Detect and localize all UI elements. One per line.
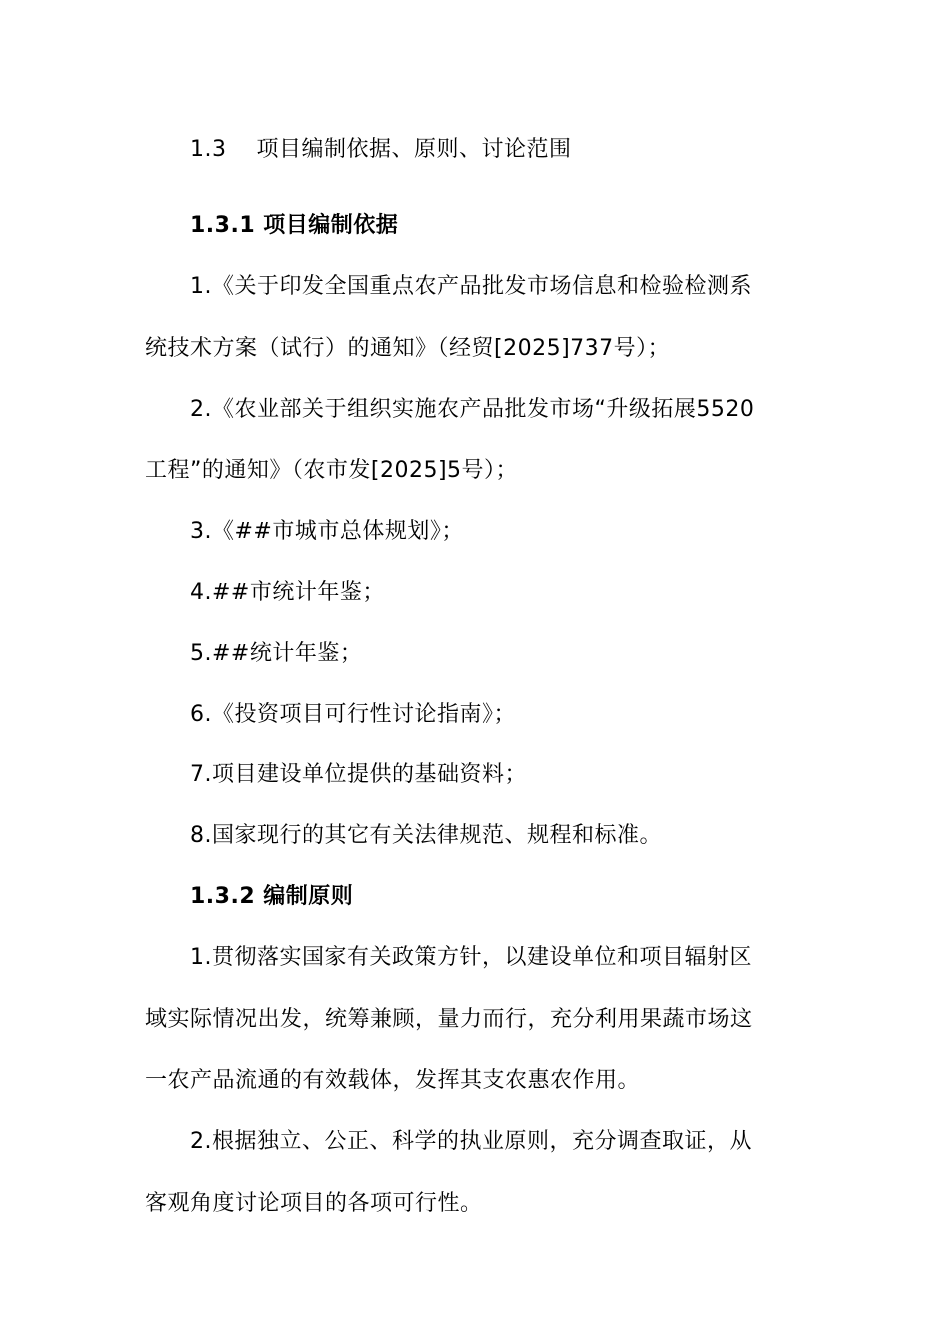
basis-item-3: 3.《##市城市总体规划》； [190,519,464,544]
section-title: 1.3 项目编制依据、原则、讨论范围 [190,137,572,162]
basis-item-8: 8.国家现行的其它有关法律规范、规程和标准。 [190,823,662,848]
basis-item-2-line-1: 2.《农业部关于组织实施农产品批发市场“升级拓展5520 [190,397,755,422]
basis-item-2-line-2: 工程”的通知》（农市发[2025]5号）； [145,458,519,483]
principle-item-1-line-1: 1.贯彻落实国家有关政策方针，以建设单位和项目辐射区 [190,945,752,970]
basis-item-6: 6.《投资项目可行性讨论指南》； [190,702,516,727]
basis-item-7: 7.项目建设单位提供的基础资料； [190,762,527,787]
principle-item-1-line-3: 一农产品流通的有效载体，发挥其支农惠农作用。 [145,1068,641,1093]
basis-item-1-line-1: 1.《关于印发全国重点农产品批发市场信息和检验检测系 [190,274,752,299]
principle-item-2-line-1: 2.根据独立、公正、科学的执业原则，充分调查取证，从 [190,1129,752,1154]
principle-item-2-line-2: 客观角度讨论项目的各项可行性。 [145,1191,483,1216]
basis-item-1-line-2: 统技术方案（试行）的通知》（经贸[2025]737号）； [145,336,671,361]
subsection-title-basis: 1.3.1 项目编制依据 [190,213,399,238]
basis-item-5: 5.##统计年鉴； [190,641,363,666]
subsection-title-principles: 1.3.2 编制原则 [190,884,354,909]
basis-item-4: 4.##市统计年鉴； [190,580,385,605]
principle-item-1-line-2: 域实际情况出发，统筹兼顾，量力而行，充分利用果蔬市场这 [145,1007,753,1032]
